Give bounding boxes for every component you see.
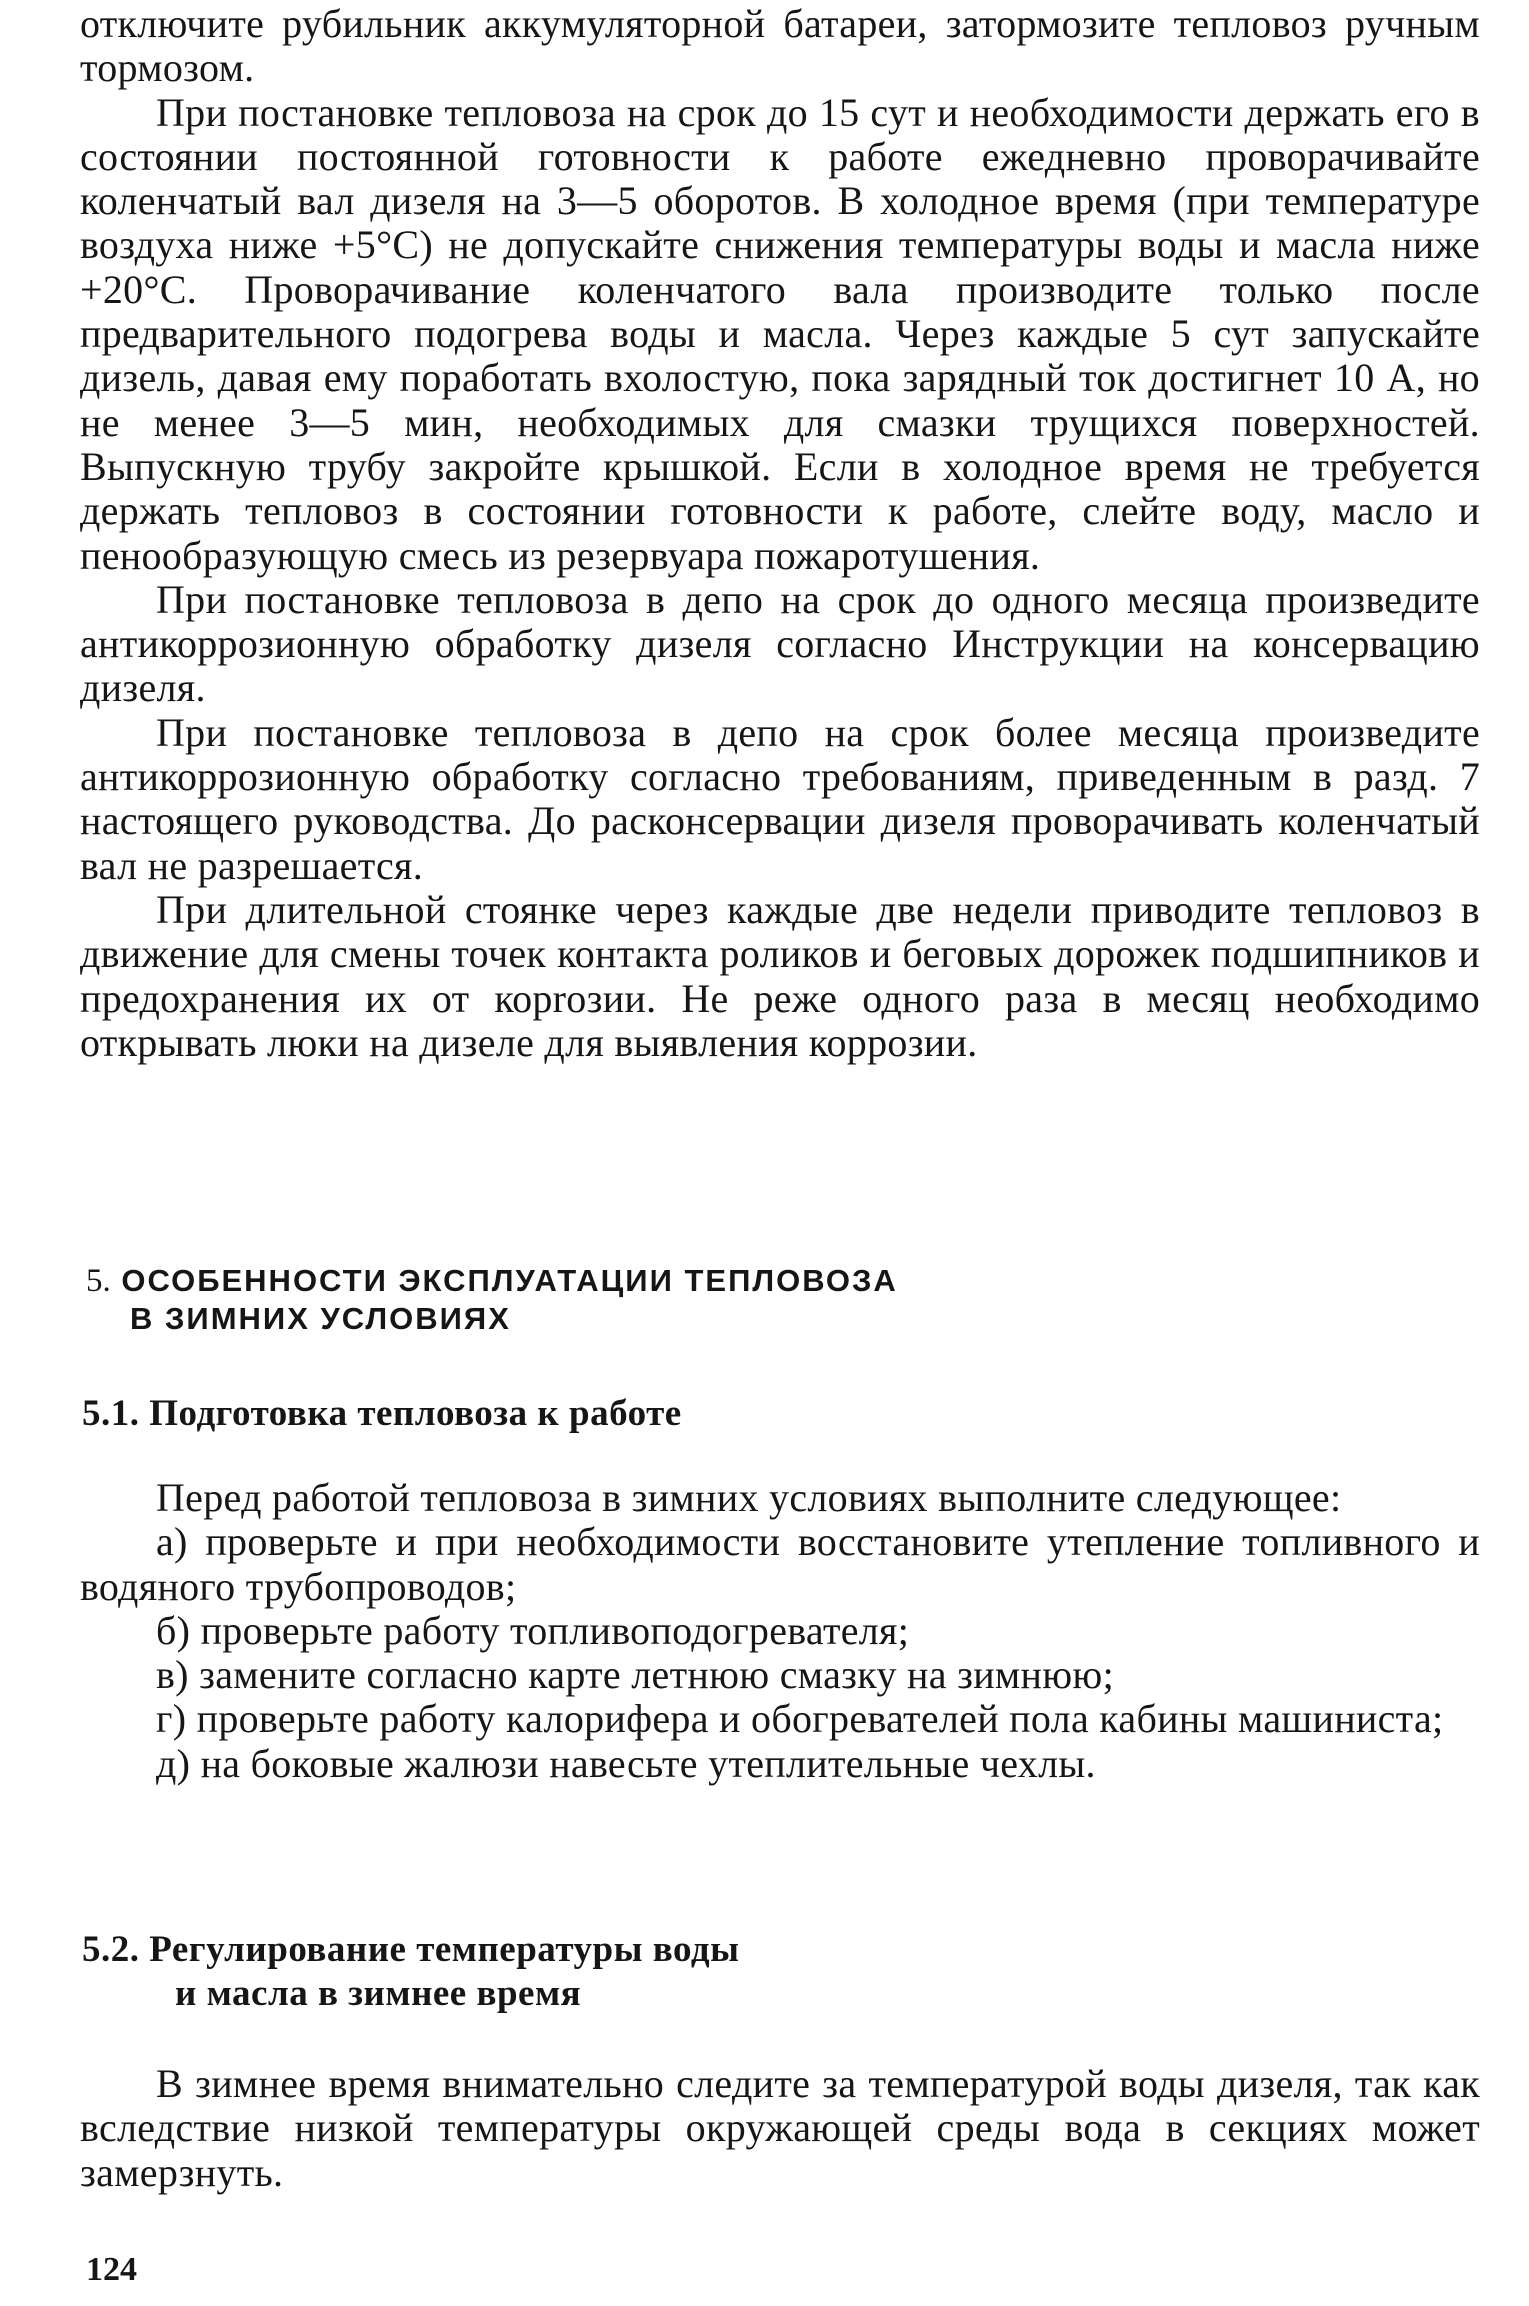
section-heading bbox=[86, 1262, 898, 1338]
subsection-heading-5-1: 5.1. Подготовка тепловоза к работе bbox=[82, 1393, 682, 1434]
paragraph-one-month-storage: При постановке тепловоза в депо на срок до одного месяца произведите антикоррозионную обработку дизеля согласно Инструкции на консервацию дизеля. bbox=[80, 576, 1480, 711]
page-number: 124 bbox=[86, 2251, 137, 2288]
document-page bbox=[80, 0, 1480, 2306]
list-item: в) замените согласно карте летнюю смазку на зимнюю; bbox=[156, 1652, 1115, 1698]
paragraph-continuation: отключите рубильник аккумуляторной батареи, затормозите тепловоз ручным тормозом. bbox=[80, 1, 1480, 91]
preparation-block bbox=[80, 1476, 1480, 1786]
section-number: 5. bbox=[86, 1263, 111, 1299]
list-item: д) на боковые жалюзи навесьте утеплительные чехлы. bbox=[156, 1740, 1096, 1786]
preparation-intro: Перед работой тепловоза в зимних условиях выполните следующее: bbox=[156, 1475, 1342, 1520]
paragraph-long-standing: При длительной стоянке через каждые две недели приводите тепловоз в движение для смены точек контакта роликов и беговых дорожек подшипников и предохранения их от корrозии. Не реже одного раза в месяц необходимо открывать люки на дизеле для выявления коррозии. bbox=[80, 886, 1480, 1065]
paragraph-long-term-storage: При постановке тепловоза в депо на срок более месяца произведите антикоррозионную обработку согласно требованиям, приведенным в разд. 7 настоящего руководства. До расконсервации дизеля проворачивать коленчатый вал не разрешается. bbox=[80, 709, 1480, 888]
section-title-line1: ОСОБЕННОСТИ ЭКСПЛУАТАЦИИ ТЕПЛОВОЗА bbox=[121, 1263, 898, 1298]
subsection-title-line1: 5.2. Регулирование температуры воды bbox=[82, 1929, 740, 1970]
list-item: б) проверьте работу топливоподогревателя; bbox=[156, 1607, 910, 1653]
top-text-block bbox=[80, 2, 1480, 1065]
section-title-line2: В ЗИМНИХ УСЛОВИЯХ bbox=[130, 1301, 511, 1336]
paragraph-water-temperature: В зимнее время внимательно следите за температурой воды дизеля, так как вследствие низкой температуры окружающей среды вода в секциях может замерзнуть. bbox=[80, 2061, 1480, 2195]
paragraph-short-term-storage: При постановке тепловоза на срок до 15 сут и необходимости держать его в состоянии постоянной готовности к работе ежедневно проворачивайте коленчатый вал дизеля на 3—5 оборотов. В холодное время (при температуре воздуха ниже +5°С) не допускайте снижения температуры воды и масла ниже +20°С. Проворачивание коленчатого вала производите только после предварительного подогрева воды и масла. Через каждые 5 сут запускайте дизель, давая ему поработать вхолостую, пока зарядный ток достигнет 10 А, но не менее 3—5 мин, необходимых для смазки трущихся поверхностей. Выпускную трубу закройте крышкой. Если в холодное время не требуется держать тепловоз в состоянии готовности к работе, слейте воду, масло и пенообразующую смесь из резервуара пожаротушения. bbox=[80, 89, 1480, 578]
subsection-heading-5-2 bbox=[82, 1928, 740, 2016]
list-item: г) проверьте работу калорифера и обогревателей пола кабины машиниста; bbox=[156, 1696, 1444, 1742]
temperature-block bbox=[80, 2062, 1480, 2195]
subsection-title-line2: и масла в зимнее время bbox=[175, 1973, 582, 2014]
list-item: а) проверьте и при необходимости восстановите утепление топливного и водяного трубопроводов; bbox=[80, 1519, 1480, 1609]
